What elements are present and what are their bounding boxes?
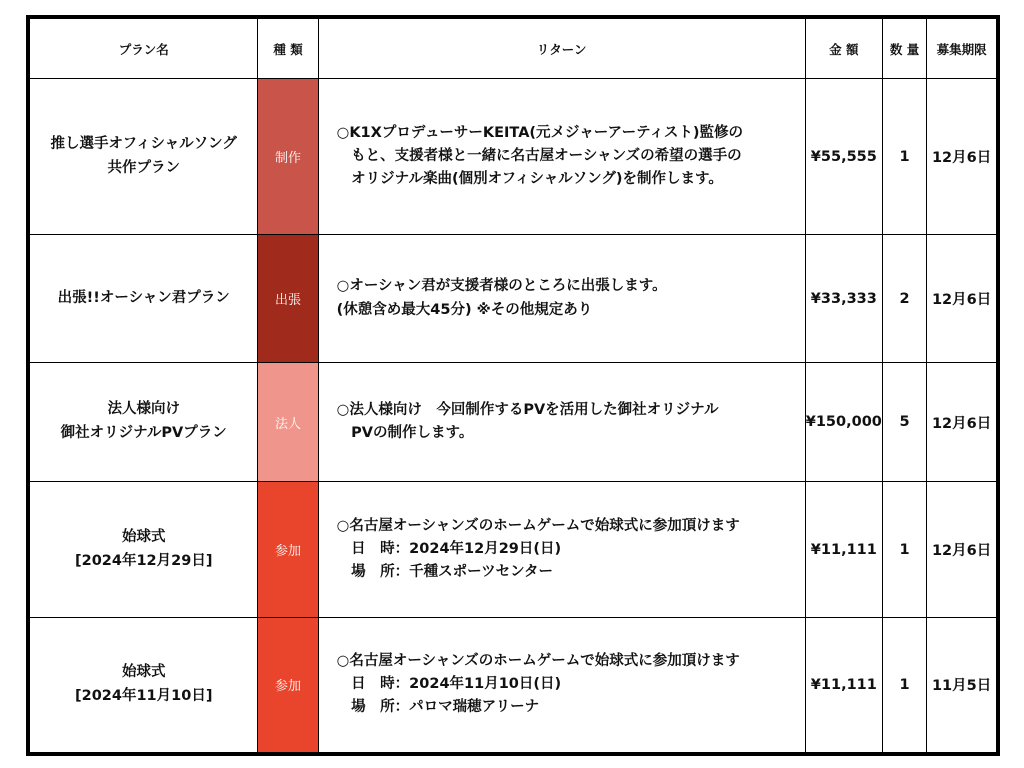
text-line: PVの制作します。 [336,425,474,441]
header-plan-name: プラン名 [28,17,258,79]
quantity-cell: 1 [882,482,926,618]
type-badge: 参加 [258,482,318,618]
text-line: 始球式 [121,528,166,545]
plan-table [26,15,1000,756]
text-line: 推し選手オフィシャルソング [50,135,237,152]
plan-name-cell [28,363,258,482]
text-line: 共作プラン [107,159,180,176]
price-cell: ¥11,111 [805,618,882,754]
text-line: [2024年12月29日] [74,552,213,569]
type-badge: 法人 [258,363,318,482]
text-line: 場 所：パロマ瑞穂アリーナ [336,699,540,716]
return-cell [318,363,805,482]
text-line: [2024年11月10日] [74,687,213,704]
deadline-cell: 12月6日 [927,363,998,482]
type-badge: 出張 [258,235,318,363]
text-line: ○名古屋オーシャンズのホームゲームで始球式に参加頂けます [336,517,740,534]
text-line: ○K1XプロデューサーKEITA(元メジャーアーティスト)監修の [336,124,744,141]
header-return: リターン [318,17,805,79]
price-cell: ¥11,111 [805,482,882,618]
quantity-cell: 2 [882,235,926,363]
type-badge: 参加 [258,618,318,754]
price-cell: ¥33,333 [805,235,882,363]
deadline-cell: 12月6日 [927,79,998,235]
header-deadline: 募集期限 [927,17,998,79]
text-line: 御社オリジナルPVプラン [60,425,227,441]
header-row [28,17,998,79]
header-price: 金 額 [805,17,882,79]
deadline-cell: 12月6日 [927,235,998,363]
table-row [28,235,998,363]
table-row [28,79,998,235]
text-line: (休憩含め最大45分) ※その他規定あり [336,301,593,318]
plan-name-cell [28,79,258,235]
text-line: 日 時：2024年11月10日(日) [336,676,562,693]
header-type: 種 類 [258,17,318,79]
price-cell: ¥150,000 [805,363,882,482]
header-quantity: 数 量 [882,17,926,79]
quantity-cell: 1 [882,79,926,235]
text-line: ○オーシャン君が支援者様のところに出張します。 [336,278,667,295]
text-line: オリジナル楽曲(個別オフィシャルソング)を制作します。 [336,171,723,188]
quantity-cell: 1 [882,618,926,754]
text-line: ○法人様向け 今回制作するPVを活用した御社オリジナル [336,401,719,418]
price-cell: ¥55,555 [805,79,882,235]
plan-rows [28,79,998,754]
table-row [28,363,998,482]
return-cell [318,235,805,363]
text-line: 出張!!オーシャン君プラン [57,289,230,306]
plan-name-cell [28,618,258,754]
return-cell [318,618,805,754]
type-badge: 制作 [258,79,318,235]
text-line: 場 所：千種スポーツセンター [336,564,554,581]
table-row [28,482,998,618]
deadline-cell: 12月6日 [927,482,998,618]
deadline-cell: 11月5日 [927,618,998,754]
text-line: もと、支援者様と一緒に名古屋オーシャンズの希望の選手の [336,147,742,164]
return-cell [318,482,805,618]
plan-name-cell [28,235,258,363]
return-cell [318,79,805,235]
plan-name-cell [28,482,258,618]
text-line: 法人様向け [107,401,180,418]
text-line: ○名古屋オーシャンズのホームゲームで始球式に参加頂けます [336,652,740,669]
quantity-cell: 5 [882,363,926,482]
text-line: 始球式 [121,663,166,680]
table-row [28,618,998,754]
text-line: 日 時：2024年12月29日(日) [336,540,562,557]
